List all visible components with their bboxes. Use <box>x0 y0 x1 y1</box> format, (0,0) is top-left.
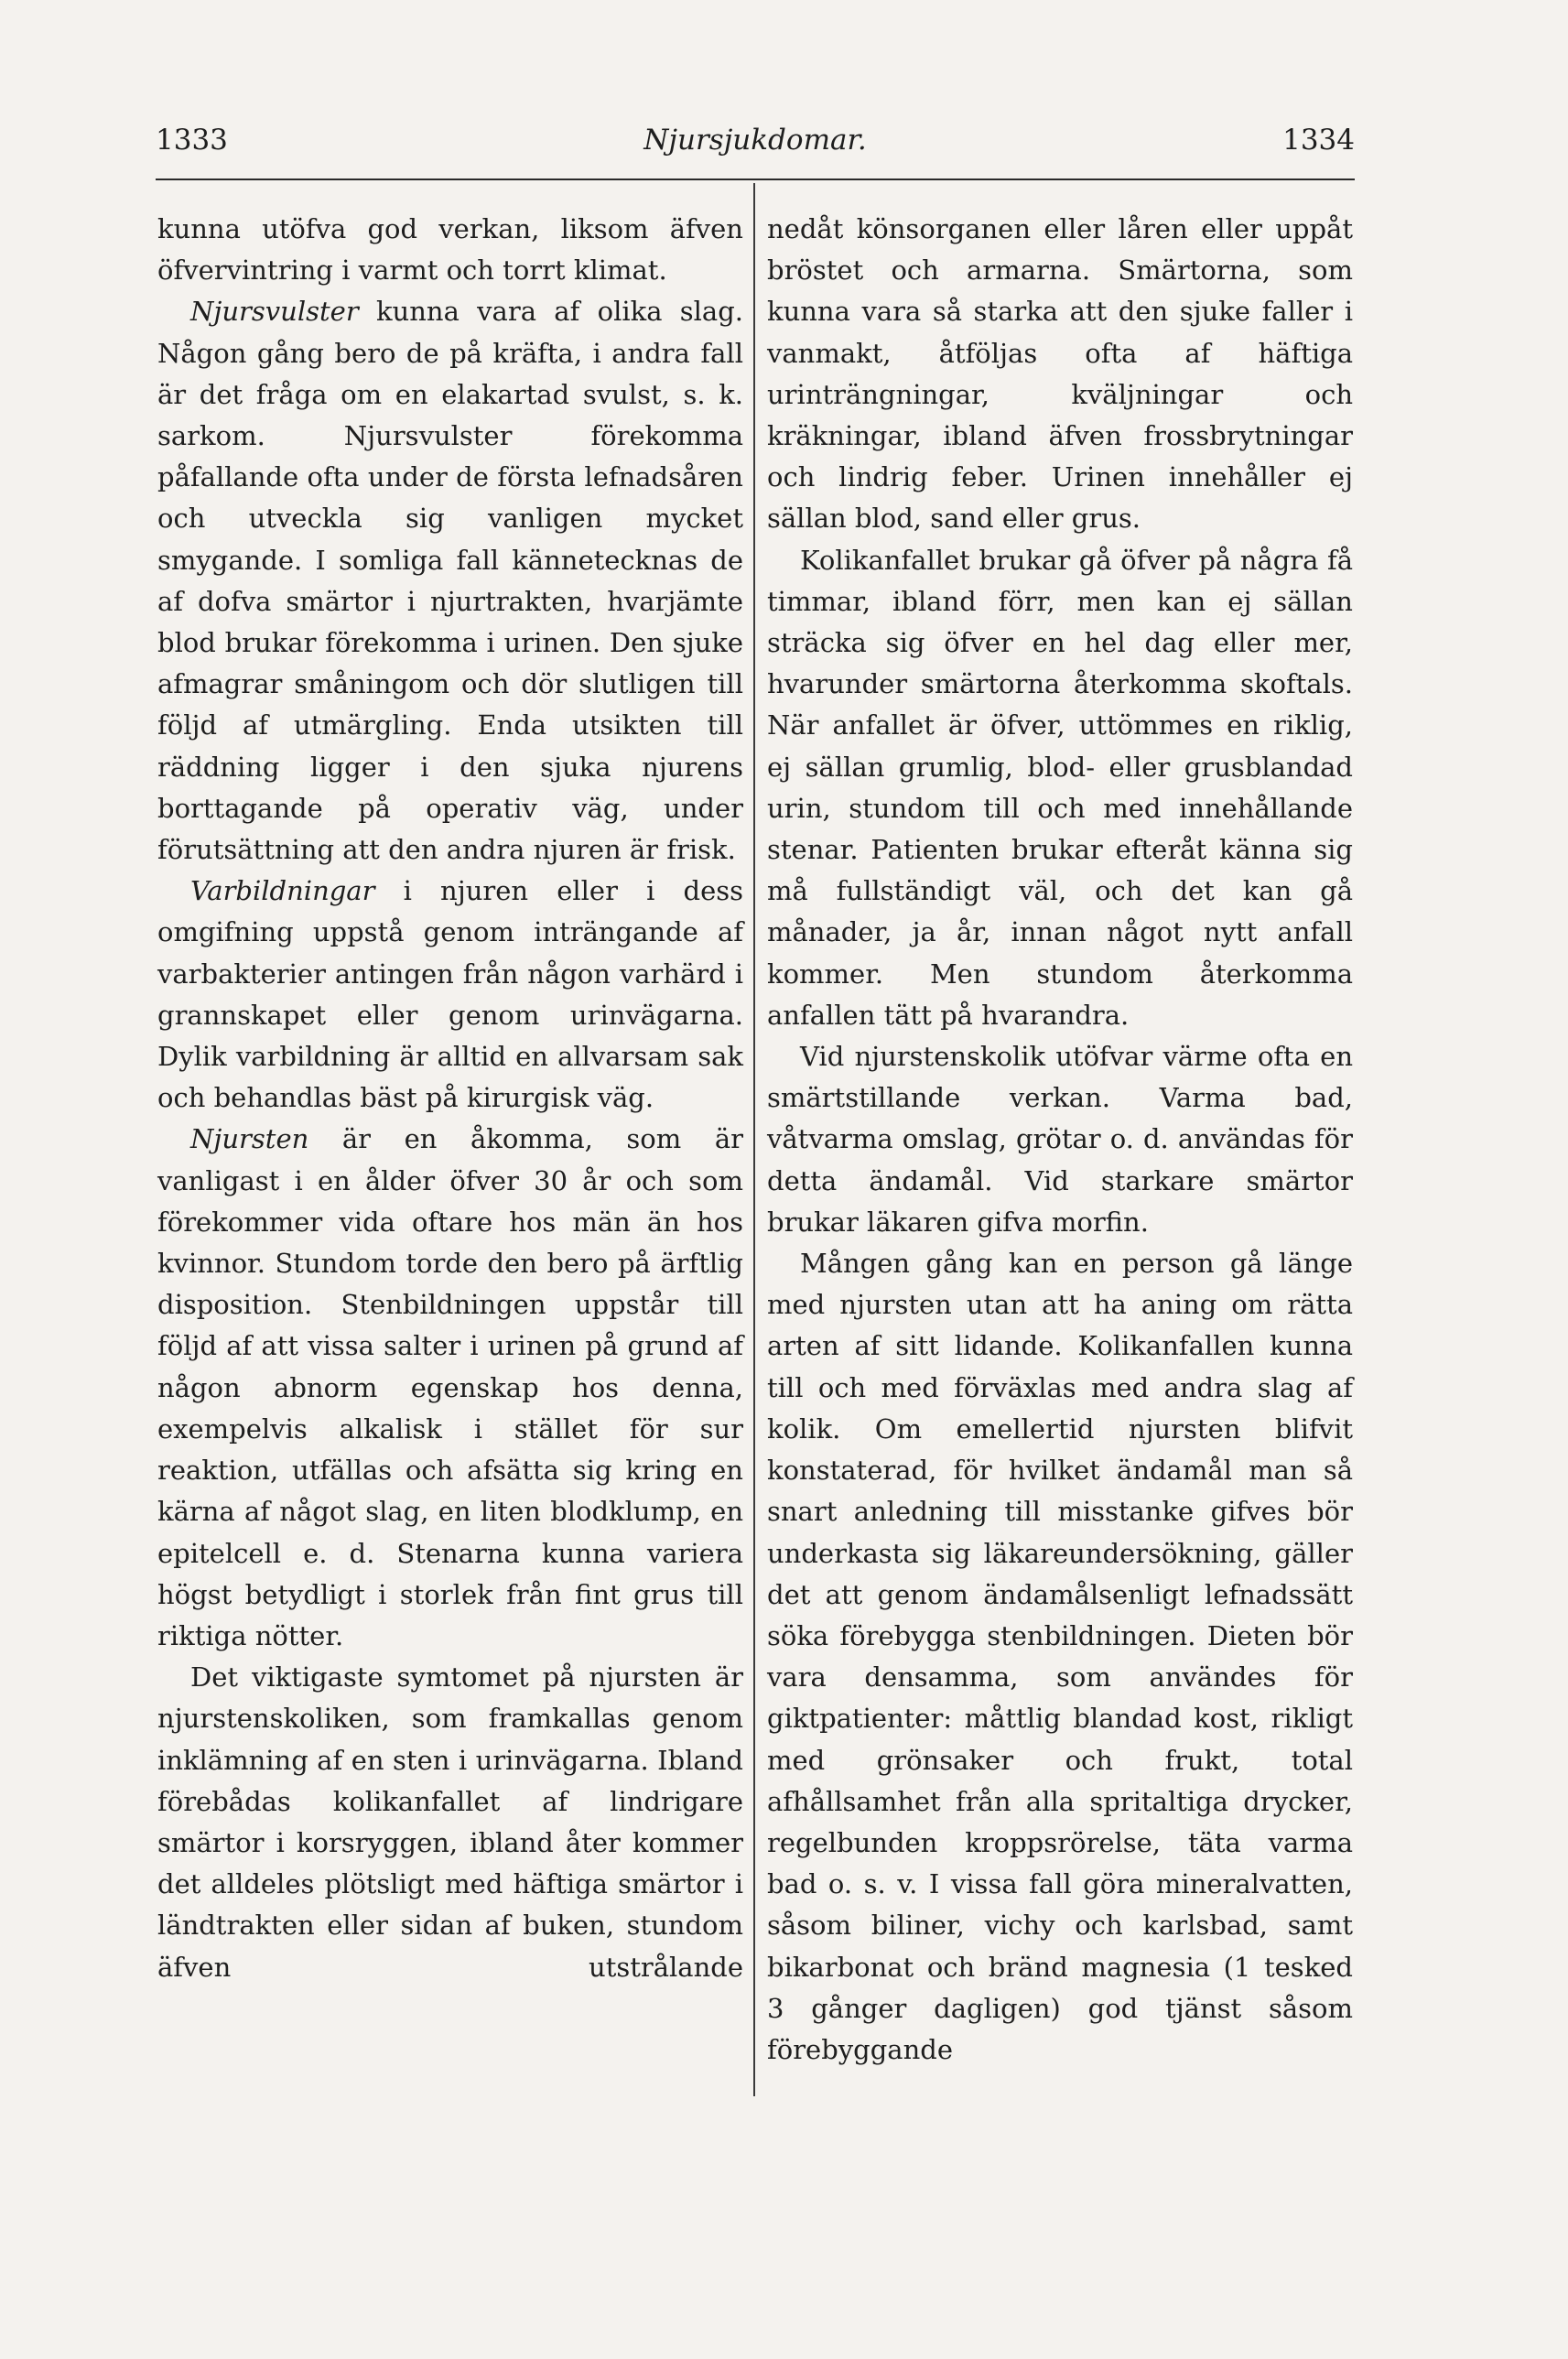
paragraph <box>767 1243 1353 2071</box>
running-title: Njursjukdomar. <box>643 124 867 157</box>
paragraph <box>157 209 743 291</box>
heading-term: Njursten <box>190 1123 309 1155</box>
heading-term: Varbildningar <box>190 875 375 907</box>
paragraph <box>157 291 743 871</box>
paragraph <box>157 1657 743 1988</box>
page-number-right: 1334 <box>1282 124 1355 157</box>
paragraph-text: är en åkomma, som är vanligast i en ålder öfver 30 år och som förekommer vida oftare hos män än hos kvinnor. Stundom torde den bero på ärftlig disposition. Stenbildningen uppstår till följd af att vissa salter i urinen på grund af någon abnorm egenskap hos denna, exempelvis alkalisk i stället för sur reaktion, utfällas och afsätta sig kring en kärna af något slag, en liten blodklump, en epitelcell e. d. Stenarna kunna variera högst betydligt i storlek från fint grus till riktiga nötter. <box>157 1123 743 1651</box>
paragraph-text: nedåt könsorganen eller låren eller uppåt bröstet och armarna. Smärtorna, som kunna vara så starka att den sjuke faller i vanmakt, åtföljas ofta af häftiga urinträngningar, kväljningar och kräkningar, ibland äfven frossbrytningar och lindrig feber. Urinen innehåller ej sällan blod, sand eller grus. <box>767 213 1353 535</box>
paragraph <box>157 871 743 1119</box>
right-column <box>767 209 1353 2071</box>
paragraph <box>157 1119 743 1657</box>
left-column <box>157 209 743 1988</box>
paragraph-text: Mången gång kan en person gå länge med njursten utan att ha aning om rätta arten af sitt lidande. Kolikanfallen kunna till och med förväxlas med andra slag af kolik. Om emellertid njursten blifvit konstaterad, för hvilket ändamål man så snart anledning till misstanke gifves bör underkasta sig läkareundersökning, gäller det att genom ändamålsenligt lefnadssätt söka förebygga stenbildningen. Dieten bör vara densamma, som användes för giktpatienter: måttlig blandad kost, rikligt med grönsaker och frukt, total afhållsamhet från alla spritaltiga drycker, regelbunden kroppsrörelse, täta varma bad o. s. v. I vissa fall göra mineralvatten, såsom biliner, vichy och karlsbad, samt bikarbonat och bränd magnesia (1 tesked 3 gånger dagligen) god tjänst såsom förebyggande <box>767 1248 1353 2065</box>
paragraph <box>767 209 1353 540</box>
paragraph <box>767 540 1353 1036</box>
paragraph-text: Det viktigaste symtomet på njursten är njurstenskoliken, som framkallas genom inklämning af en sten i urinvägarna. Ibland förebådas kolikanfallet af lindrigare smärtor i korsryggen, ibland åter kommer det alldeles plötsligt med häftiga smärtor i ländtrakten eller sidan af buken, stundom äfven utstrålande <box>157 1661 743 1983</box>
paragraph-text: kunna utöfva god verkan, liksom äfven öfvervintring i varmt och torrt klimat. <box>157 213 743 287</box>
paragraph-text: Kolikanfallet brukar gå öfver på några få timmar, ibland förr, men kan ej sällan sträcka sig öfver en hel dag eller mer, hvarunder smärtorna återkomma skoftals. När anfallet är öfver, uttömmes en riklig, ej sällan grumlig, blod- eller grusblandad urin, stundom till och med innehållande stenar. Patienten brukar efteråt känna sig må fullständigt väl, och det kan gå månader, ja år, innan något nytt anfall kommer. Men stundom återkomma anfallen tätt på hvarandra. <box>767 544 1353 1031</box>
page-number-left: 1333 <box>156 124 228 157</box>
heading-term: Njursvulster <box>190 296 359 328</box>
paragraph-text: kunna vara af olika slag. Någon gång bero de på kräfta, i andra fall är det fråga om en elakartad svulst, s. k. sarkom. Njursvulster förekomma påfallande ofta under de första lefnadsåren och utveckla sig vanligen mycket smygande. I somliga fall kännetecknas de af dofva smärtor i njurtrakten, hvarjämte blod brukar förekomma i urinen. Den sjuke afmagrar småningom och dör slutligen till följd af utmärgling. Enda utsikten till räddning ligger i den sjuka njurens borttagande på operativ väg, under förutsättning att den andra njuren är frisk. <box>157 296 744 866</box>
header-rule <box>156 179 1355 180</box>
paragraph <box>767 1036 1353 1243</box>
paragraph-text: i njuren eller i dess omgifning uppstå genom inträngande af varbakterier antingen från någon varhärd i grannskapet eller genom urinvägarna. Dylik varbildning är alltid en allvarsam sak och behandlas bäst på kirurgisk väg. <box>157 875 743 1114</box>
running-header <box>156 124 1355 169</box>
paragraph-text: Vid njurstenskolik utöfvar värme ofta en smärtstillande verkan. Varma bad, våtvarma omslag, grötar o. d. användas för detta ändamål. Vid starkare smärtor brukar läkaren gifva morfin. <box>767 1041 1353 1238</box>
column-divider <box>753 183 755 2096</box>
